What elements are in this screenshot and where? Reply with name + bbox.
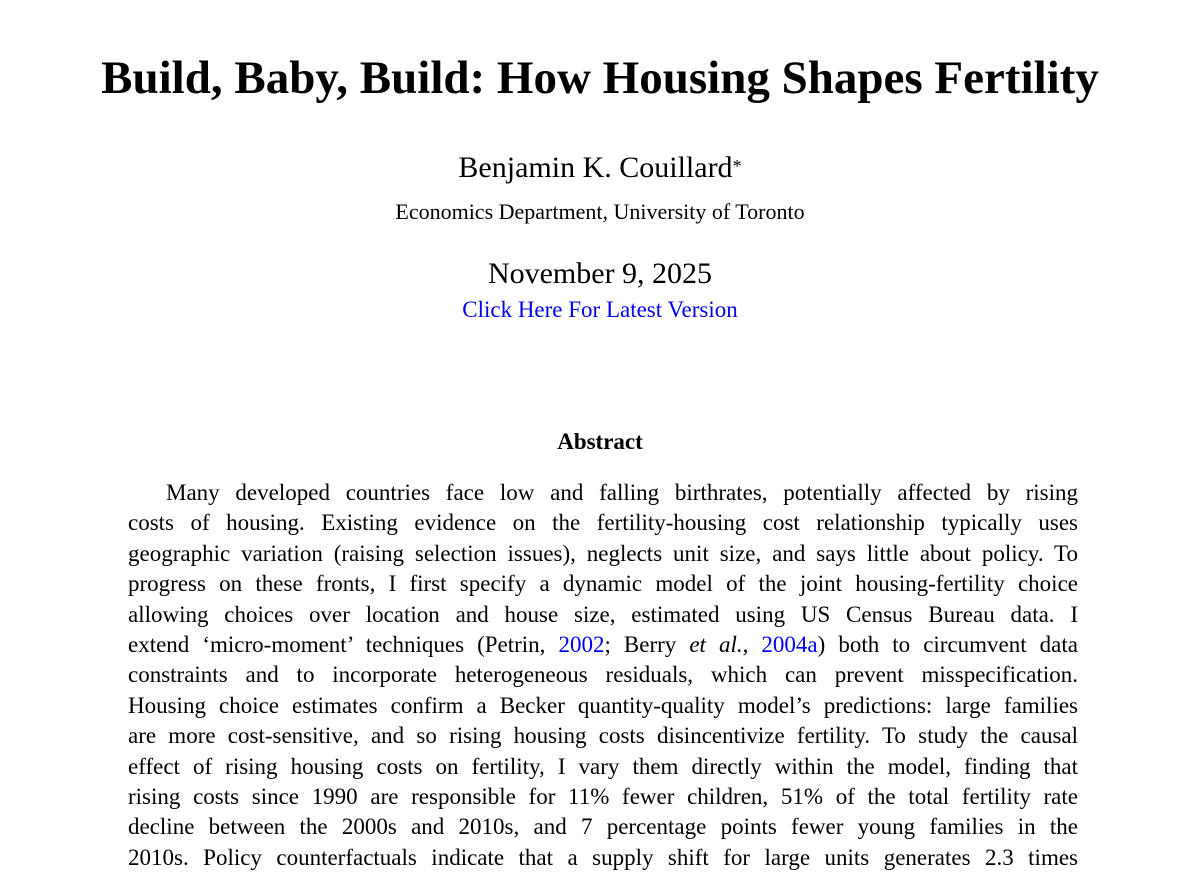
abstract-line: allowing choices over location and house size, estimated using US Census Bureau data. I — [128, 601, 1078, 627]
abstract-line: costs of housing. Existing evidence on the fertility-housing cost relationship typically uses — [128, 510, 1078, 536]
abstract-line: are more cost-sensitive, and so rising housing costs disincentivize fertility. To study the causal — [128, 723, 1078, 749]
citation-text-middle: ; Berry — [604, 632, 690, 658]
abstract-citation-line — [128, 630, 1078, 660]
abstract-line: Housing choice estimates confirm a Becker quantity-quality model’s predictions: large families — [128, 692, 1078, 718]
citation-link-berry-2004a[interactable]: 2004a — [761, 632, 818, 658]
abstract-line: progress on these fronts, I first specify a dynamic model of the joint housing-fertility choice — [128, 571, 1078, 597]
abstract-text — [128, 478, 1078, 873]
abstract-line: constraints and to incorporate heterogeneous residuals, which can prevent misspecification. — [128, 662, 1078, 688]
abstract-line: rising costs since 1990 are responsible for 11% fewer children, 51% of the total fertility rate — [128, 784, 1078, 810]
paper-title: Build, Baby, Build: How Housing Shapes Fertility — [101, 52, 1099, 104]
author-footnote-mark[interactable]: * — [732, 156, 742, 176]
author-affiliation: Economics Department, University of Toronto — [395, 199, 805, 224]
author-name — [0, 150, 1200, 186]
citation-text-after: ) both to circumvent data — [817, 632, 1078, 658]
citation-text-before: extend ‘micro-moment’ techniques (Petrin, — [128, 632, 559, 658]
abstract-line: Many developed countries face low and falling birthrates, potentially affected by rising — [166, 480, 1078, 505]
abstract-line: effect of rising housing costs on fertility, I vary them directly within the model, finding that — [128, 753, 1078, 779]
latest-version-link[interactable]: Click Here For Latest Version — [462, 297, 738, 322]
citation-link-petrin-2002[interactable]: 2002 — [558, 632, 605, 658]
abstract-line: 2010s. Policy counterfactuals indicate that a supply shift for large units generates 2.3 times — [128, 844, 1078, 870]
abstract-line: geographic variation (raising selection issues), neglects unit size, and says little about policy. To — [128, 540, 1078, 566]
abstract-heading: Abstract — [557, 429, 643, 454]
citation-et-al: et al. — [689, 632, 743, 658]
paper-date: November 9, 2025 — [487, 257, 713, 290]
abstract-line: decline between the 2000s and 2010s, and 7 percentage points fewer young families in the — [128, 814, 1078, 840]
citation-comma: , — [742, 632, 762, 658]
author-name-text: Benjamin K. Couillard — [458, 151, 733, 184]
